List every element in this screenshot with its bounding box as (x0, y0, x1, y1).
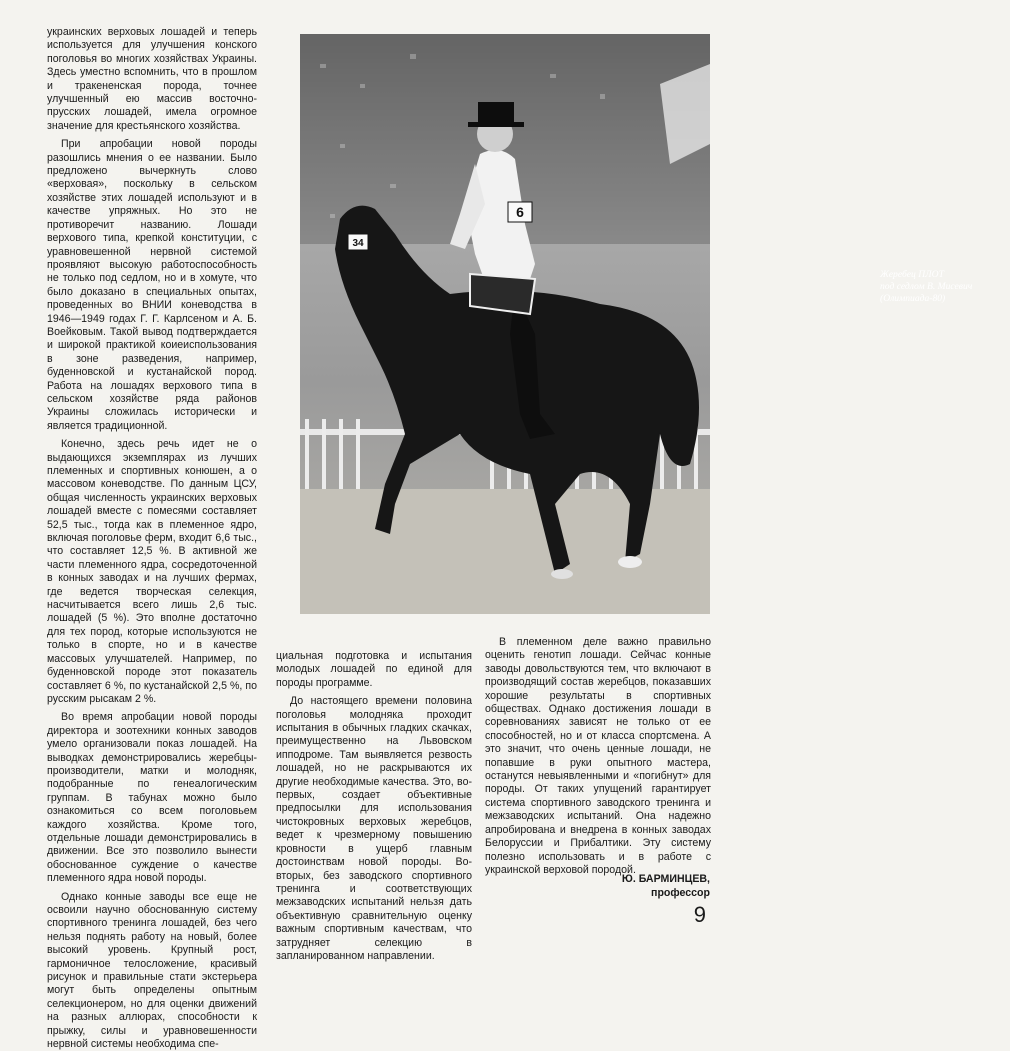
paragraph: До настоящего времени половина поголовья молодняка проходит испытания в обычных гладких скачках, преимущественно на Львовском ипподроме. Там выявляется резвость лошадей, но не раскрываются их другие необходимые качества. Это, во-первых, создает объективные предпосылки для использования чистокровных верховых жеребцов, ведет к чрезмерному повышению кровности в ущерб главным достоинствам новой породы. Во-вторых, без заводского спортивного тренинга и соответствующих межзаводских испытаний нельзя дать объективную сравнительную оценку важным спортивным качествам, что затрудняет селекцию в запланированном направлении. (276, 695, 472, 962)
article-column-1 (47, 26, 257, 1051)
author-name: Ю. БАРМИНЦЕВ, (621, 873, 710, 885)
scan-edge-mark (744, 905, 762, 945)
page-number: 9 (693, 902, 706, 927)
paragraph: В племенном деле важно правильно оценить генотип лошади. Сейчас конные заводы довольствуются тем, что включают в производящий состав жеребцов, показавших хорошие результаты в спортивных обществах. Однако достижения лошади в соревнованиях зависят не только от ее способностей, но и от класса спортсмена. А это значит, что очень ценные лошади, не попавшие в руки опытного мастера, останутся невыявленными и «погибнут» для породы. От таких упущений гарантирует система спортивного заводского тренинга и межзаводских испытаний. Она надежно апробирована и внедрена в конных заводах Белоруссии и Прибалтики. Эту систему полезно использовать и в работе с украинской верховой породой. (485, 636, 711, 876)
author-title: профессор (651, 887, 710, 899)
caption-line: (Олимпиада-80) (880, 293, 946, 304)
paragraph: Во время апробации новой породы директора и зоотехники конных заводов умело организовали показ лошадей. На выводках демонстрировались жеребцы-производители, матки и молодняк, подобранные по генеалогическим группам. В табунах можно было ознакомиться со всем поголовьем каждого хозяйства. Кроме того, отдельные лошади демонстрировались в движении. Все это позволило вынести обоснованное суждение о качестве племенного ядра новой породы. (47, 711, 257, 885)
paragraph: Конечно, здесь речь идет не о выдающихся экземплярах из лучших племенных и спортивных конюшен, а о массовом коневодстве. По данным ЦСУ, общая численность украинских верховых лошадей вместе с помесями составляет 52,5 тыс., тогда как в племенное ядро, включая поголовье ферм, входит 6,6 тыс., что составляет 12,5 %. В активной же части племенного ядра, сосредоточенной в конных заводах и на лучших фермах, где ведется творческая селекция, насчитывается всего лишь 2,6 тыс. лошадей (5 %). Это вполне достаточно для тех пород, которые используются не только в спорте, но и в качестве массовых улучшателей. Например, по буденновской породе этот показатель составляет 6 %, по кустанайской 2,5 %, по русским рысакам 2 %. (47, 438, 257, 705)
paragraph: Однако конные заводы все еще не освоили научно обоснованную систему спортивного тренинга лошадей, без чего нельзя поднять работу на новый, более высокий уровень. Крупный рост, гармоничное телосложение, красивый рисунок и правильные стати экстерьера могут быть определены опытным селекционером, но для оценки движений на разных аллюрах, способности к прыжку, силы и уравновешенности нервной системы необходима спе- (47, 890, 257, 1051)
paragraph: При апробации новой породы разошлись мнения о ее названии. Было предложено вычеркнуть слово «верховая», поскольку в сельском хозяйстве этих лошадей используют и в качестве упряжных. Но это не противоречит названию. Лошади верхового типа, крепкой конституции, с уравновешенной нервной системой проявляют высокую работоспособность не только под седлом, но и в хомуте, что было доказано в специальных опытах, проведенных во ВНИИ коневодства в 1946—1949 годах Г. Г. Карлсеном и А. Б. Воейковым. Такой вывод подтверждается и широкой практикой коиеиспользования в зоне разведения, например, буденновской и кустанайской пород. Работа на лошадях верхового типа в сельском хозяйстве ряда районов Украины сложилась исторически и является традиционной. (47, 138, 257, 432)
dressage-photo (300, 34, 973, 614)
photo-caption (880, 269, 1010, 305)
horse-rider-illustration (300, 34, 710, 614)
paragraph: украинских верховых лошадей и теперь используется для улучшения конского поголовья во многих хозяйствах Украины. Здесь уместно вспомнить, что в прошлом и тракененская порода, точнее улучшенный ею массив восточно-прусских лошадей, имела огромное значение для крестьянского хозяйства. (47, 26, 257, 132)
paragraph: циальная подготовка и испытания молодых лошадей по единой для породы программе. (276, 650, 472, 689)
bridle-number: 34 (352, 238, 364, 249)
armband-number: 6 (516, 204, 524, 220)
caption-line: под седлом В. Мисевич (880, 281, 973, 292)
caption-line: Жеребец ПЛОТ (880, 269, 944, 280)
article-column-3 (485, 636, 711, 876)
article-column-2 (276, 650, 472, 962)
